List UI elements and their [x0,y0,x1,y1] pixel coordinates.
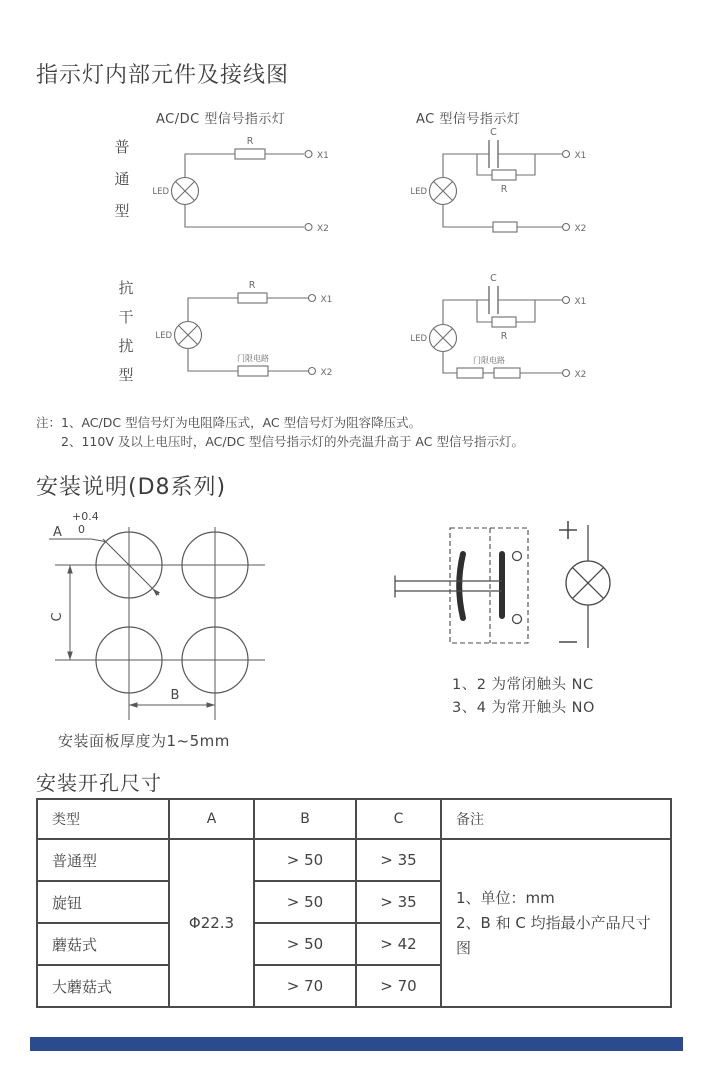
note-line-1: 1、AC/DC 型信号灯为电阻降压式，AC 型信号灯为阻容降压式。 [61,415,422,430]
contact-bar-nc [459,554,463,618]
cell-b: > 70 [254,965,356,1007]
terminal-circle [309,295,316,302]
dim-b-label: B [170,688,180,703]
contact-point [513,615,522,624]
row-label-char: 干 [118,308,134,326]
terminal-x1-label: X1 [320,295,333,305]
threshold-circuit-box [457,368,483,378]
resistor-label: R [500,331,508,342]
tolerance-lower: 0 [78,523,85,536]
terminal-circle [563,297,570,304]
resistor-symbol [492,317,516,327]
led-label: LED [155,331,172,341]
terminal-x1-label: X1 [317,151,329,161]
led-label: LED [410,187,427,197]
cell-type: 旋钮 [37,881,169,923]
circuit-acdc-anti-interference [155,280,332,378]
terminal-x2-label: X2 [320,368,333,378]
threshold-circuit-label: 门限电路 [237,354,269,363]
threshold-circuit-box [494,368,520,378]
resistor-label: R [246,136,254,147]
col-header-b: B [254,799,356,839]
remark-line-2: 2、B 和 C 均指最小产品尺寸图 [456,913,651,957]
note-line-2: 2、110V 及以上电压时，AC/DC 型信号指示灯的外壳温升高于 AC 型信号指示灯。 [61,434,524,449]
contact-note-no: 3、4 为常开触头 NO [452,700,595,716]
led-label: LED [410,334,427,344]
contact-block-diagram [390,515,630,675]
row-label-char: 扰 [118,337,134,355]
leader-line [49,539,105,542]
wire [477,154,492,175]
resistor-symbol [238,293,267,303]
table-row [37,839,671,881]
capacitor-label: C [490,127,497,138]
cell-c: > 42 [356,923,441,965]
cell-c: > 35 [356,839,441,881]
cell-b: > 50 [254,881,356,923]
section3-title: 安装开孔尺寸 [36,771,162,795]
terminal-circle [305,224,312,231]
row-label-char: 通 [114,170,130,188]
capacitor-label: C [490,273,497,284]
wire [443,205,493,228]
terminal-circle [563,151,570,158]
tolerance-upper: +0.4 [72,510,99,523]
cell-a-merged: Φ22.3 [169,839,254,1007]
led-label: LED [152,187,169,197]
wire [516,154,535,175]
terminal-x1-label: X1 [574,297,587,307]
resistor-symbol [493,222,517,232]
resistor-symbol [235,149,265,159]
wire [185,205,304,228]
remark-line-1: 1、单位：mm [456,888,555,907]
wire [443,300,489,325]
row-label-char: 型 [114,202,130,220]
col-header-a: A [169,799,254,839]
wire [477,300,492,322]
circuit-ac-anti-interference [410,273,586,380]
terminal-x2-label: X2 [574,224,587,234]
dim-c-label: C [50,612,65,622]
wiring-diagrams [100,125,620,405]
section2-title: 安装说明(D8系列) [36,475,227,500]
notes-lines [61,413,524,451]
wire [443,154,489,178]
mounting-hole-table [36,798,672,1008]
cell-type: 蘑菇式 [37,923,169,965]
circuit-ac-normal [410,127,586,234]
col-header-c: C [356,799,441,839]
acdc-circuit-header: AC/DC 型信号指示灯 [156,112,286,127]
cell-c: > 35 [356,881,441,923]
arrowhead [67,652,73,661]
cell-c: > 70 [356,965,441,1007]
arrowhead [67,565,73,574]
col-header-type: 类型 [37,799,169,839]
table-header-row [37,799,671,839]
contact-notes [452,674,595,720]
resistor-label: R [248,280,256,291]
notes-block [36,413,676,451]
wire [516,300,535,322]
terminal-x2-label: X2 [574,370,587,380]
arrowhead [207,702,216,708]
threshold-circuit-box [238,366,268,376]
cell-b: > 50 [254,839,356,881]
mounting-hole-drawing [35,505,297,731]
section1-title: 指示灯内部元件及接线图 [36,63,290,88]
footer-bar [30,1037,683,1051]
threshold-circuit-label: 门限电路 [473,356,505,365]
contact-point [513,552,522,561]
terminal-circle [563,370,570,377]
row-label-char: 抗 [118,279,134,297]
arrowhead [129,702,138,708]
cell-remark-merged [441,839,671,1007]
resistor-symbol [492,170,516,180]
resistor-label: R [500,184,508,195]
terminal-circle [563,224,570,231]
wire [443,352,457,374]
notes-prefix: 注： [36,415,62,430]
diameter-line [103,539,159,595]
terminal-x2-label: X2 [317,224,329,234]
contact-note-nc: 1、2 为常闭触头 NC [452,677,594,693]
cell-b: > 50 [254,923,356,965]
row-label-char: 型 [118,366,134,384]
row-label-char: 普 [114,138,130,156]
circuit-acdc-normal [152,136,329,234]
col-header-remark: 备注 [441,799,671,839]
dim-a-label: A [53,525,62,540]
panel-thickness-note: 安装面板厚度为1~5mm [58,732,230,750]
wire [188,298,238,322]
terminal-circle [305,151,312,158]
wire [185,154,235,178]
terminal-x1-label: X1 [574,151,587,161]
wire [188,349,238,372]
ac-circuit-header: AC 型信号指示灯 [416,112,521,127]
cell-type: 大蘑菇式 [37,965,169,1007]
cell-type: 普通型 [37,839,169,881]
terminal-circle [309,368,316,375]
